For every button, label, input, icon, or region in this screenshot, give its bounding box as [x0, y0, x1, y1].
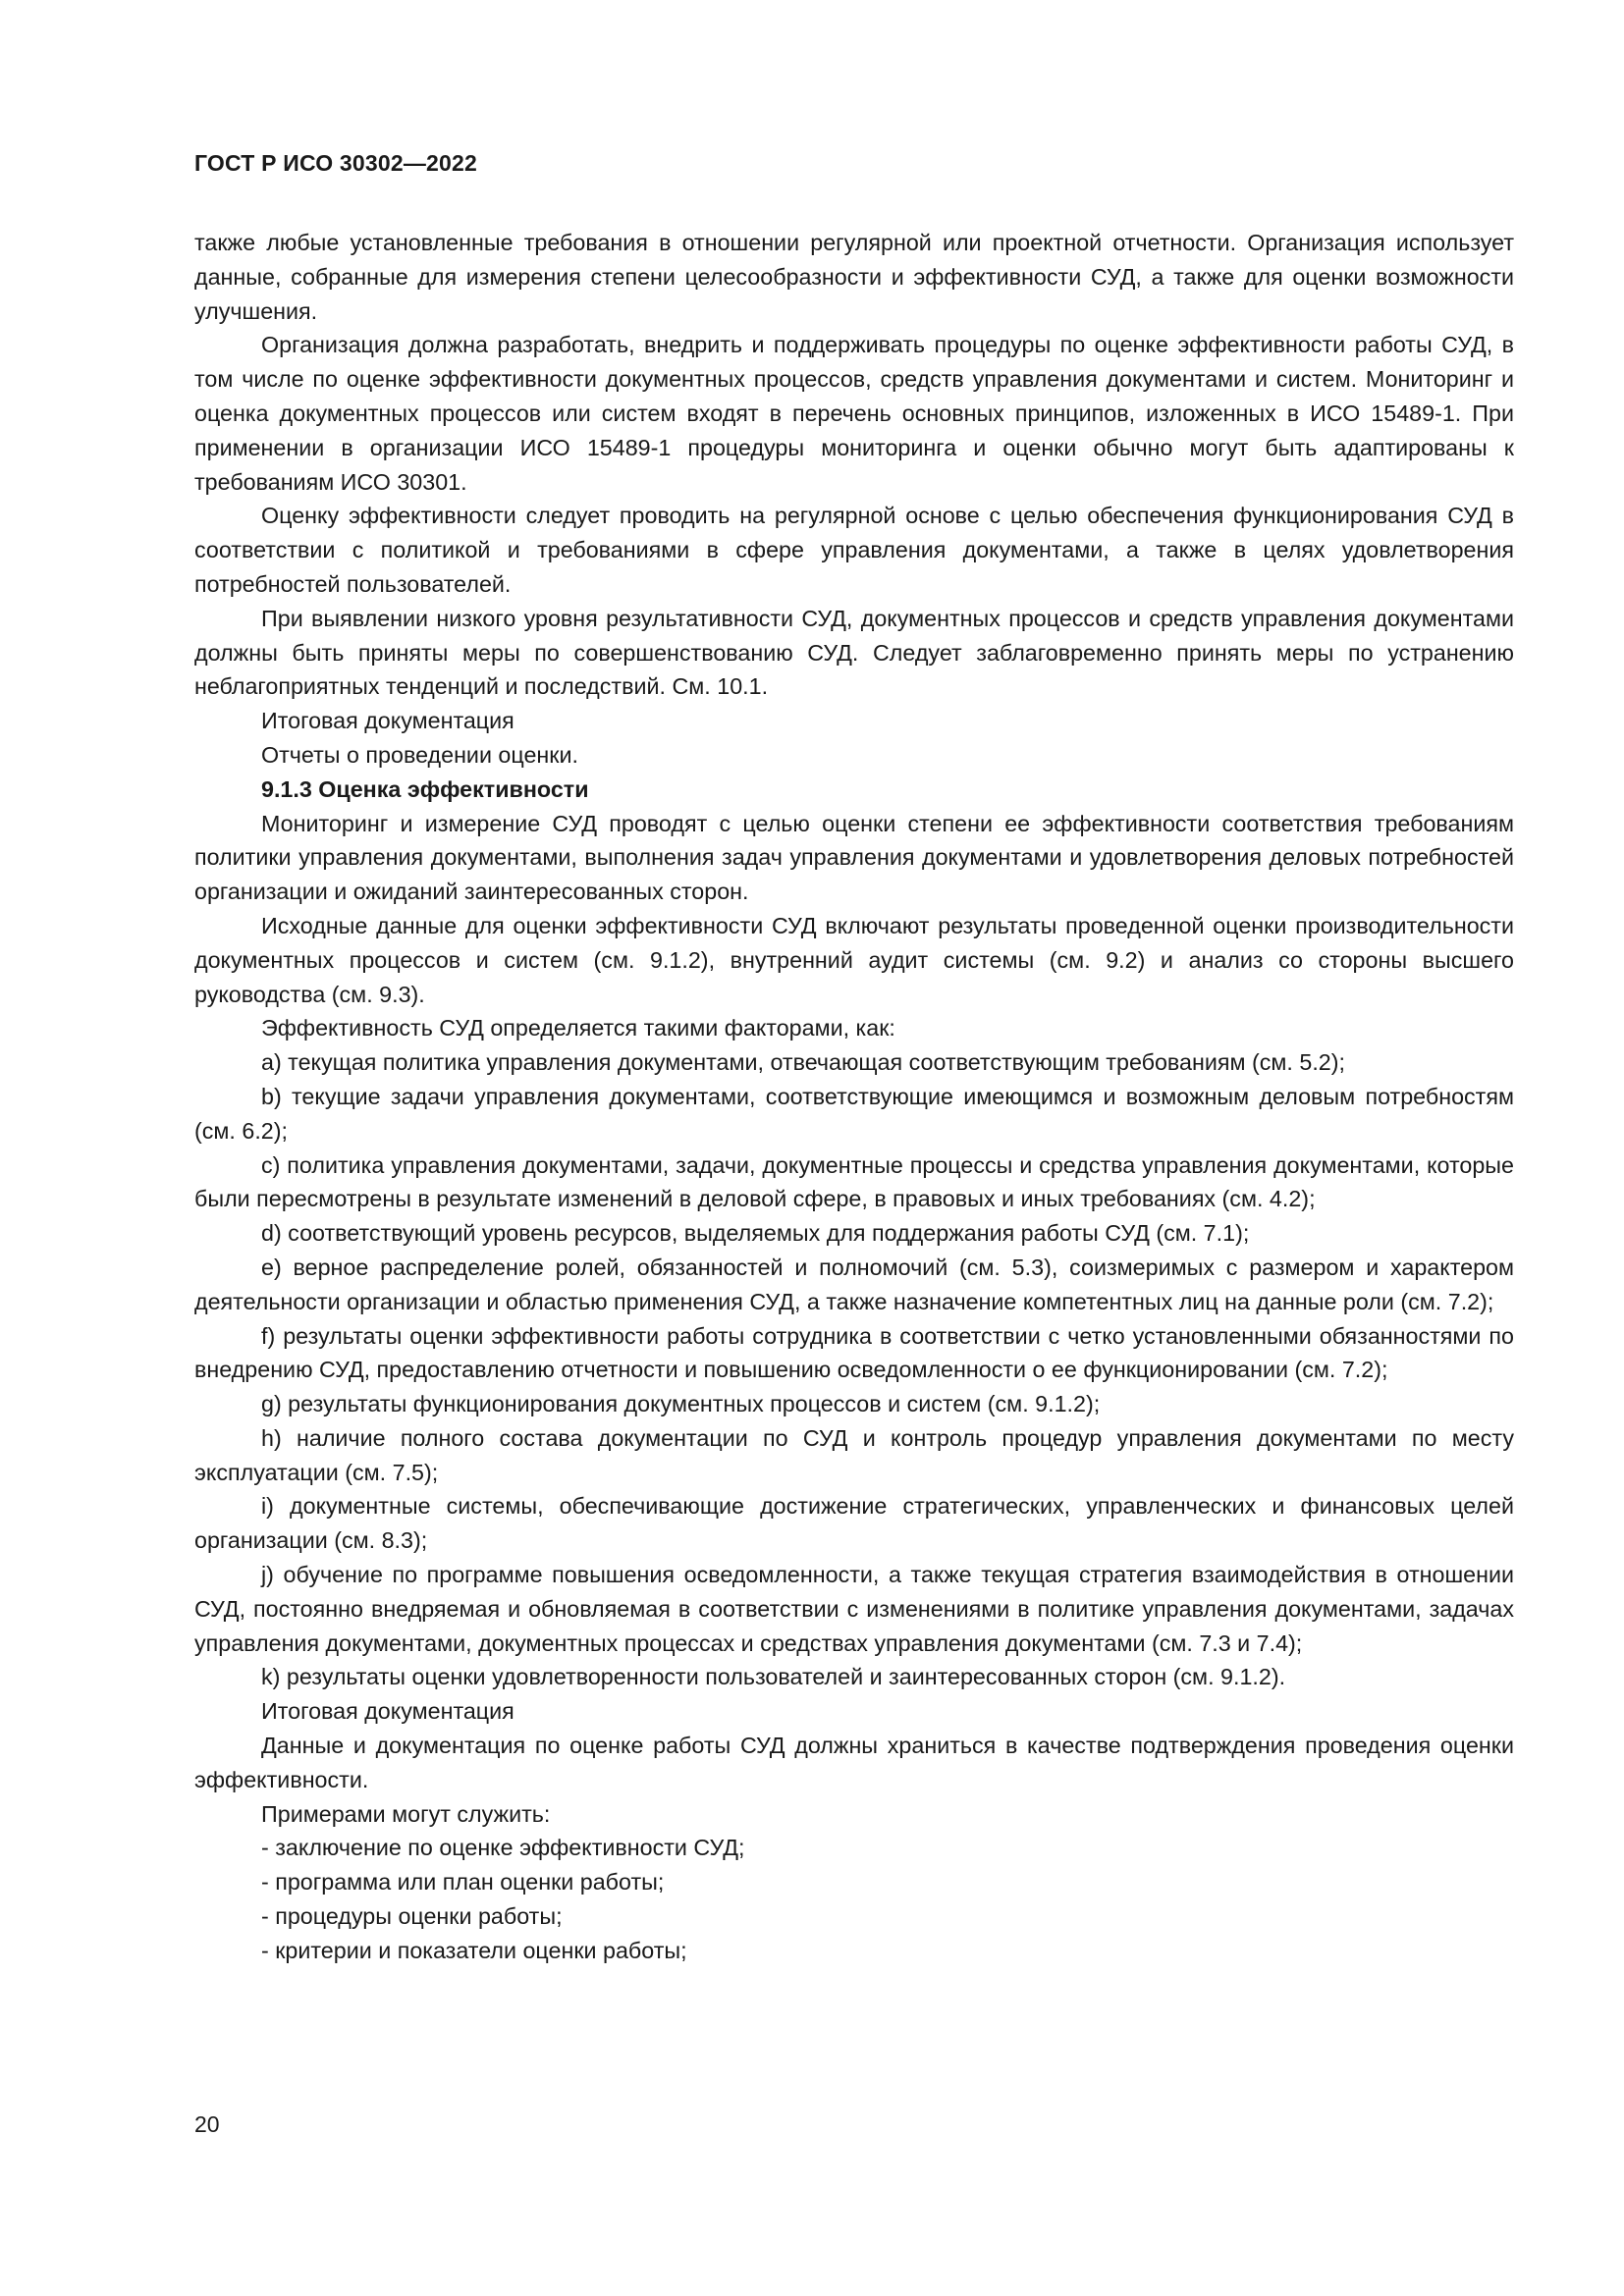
paragraph: Организация должна разработать, внедрить и поддерживать процедуры по оценке эффективности работы СУД, в том числе по оценке эффективности документных процессов, средств управления документами и систем. Мониторинг и оценка документных процессов или систем входят в перечень основных принципов, изложенных в ИСО 15489-1. При применении в организации ИСО 15489-1 процедуры мониторинга и оценки обычно могут быть адаптированы к требованиям ИСО 30301.	[194, 332, 1514, 495]
page-number: 20	[194, 2111, 220, 2137]
paragraph: Данные и документация по оценке работы СУД должны храниться в качестве подтверждения проведения оценки эффективности.	[194, 1733, 1514, 1792]
paragraph: Оценку эффективности следует проводить на регулярной основе с целью обеспечения функционирования СУД в соответствии с политикой и требованиями в сфере управления документами, а также в целях удовлетворения потребностей пользователей.	[194, 503, 1514, 597]
list-item: g) результаты функционирования документных процессов и систем (см. 9.1.2);	[261, 1391, 1101, 1417]
document-body	[194, 226, 1514, 1968]
paragraph: Мониторинг и измерение СУД проводят с целью оценки степени ее эффективности соответствия требованиям политики управления документами, выполнения задач управления документами и удовлетворения деловых потребностей организации и ожиданий заинтересованных сторон.	[194, 810, 1514, 905]
list-item: j) обучение по программе повышения осведомленности, а также текущая стратегия взаимодействия в отношении СУД, постоянно внедряемая и обновляемая в соответствии с изменениями в политике управления документами, задачах управления документами, документных процессах и средствах управления документами (см. 7.3 и 7.4);	[194, 1562, 1514, 1656]
document-header: ГОСТ Р ИСО 30302—2022	[194, 150, 478, 176]
list-item: d) соответствующий уровень ресурсов, выделяемых для поддержания работы СУД (см. 7.1);	[261, 1220, 1250, 1247]
dash-list-item: - программа или план оценки работы;	[261, 1869, 665, 1896]
list-item: c) политика управления документами, задачи, документные процессы и средства управления документами, которые были пересмотрены в результате изменений в деловой сфере, в правовых и иных требованиях (см. 4.2);	[194, 1151, 1514, 1212]
paragraph: также любые установленные требования в отношении регулярной или проектной отчетности. Организация использует данные, собранные для измерения степени целесообразности и эффективности СУД, а также для оценки возможности улучшения.	[194, 230, 1514, 324]
paragraph: Исходные данные для оценки эффективности СУД включают результаты проведенной оценки производительности документных процессов и систем (см. 9.1.2), внутренний аудит системы (см. 9.2) и анализ со стороны высшего руководства (см. 9.3).	[194, 912, 1514, 1007]
list-item: k) результаты оценки удовлетворенности пользователей и заинтересованных сторон (см. 9.1.2).	[261, 1664, 1286, 1690]
paragraph: Примерами могут служить:	[261, 1800, 551, 1827]
paragraph: Эффективность СУД определяется такими факторами, как:	[261, 1015, 895, 1041]
list-item: f) результаты оценки эффективности работы сотрудника в соответствии с четко установленными обязанностями по внедрению СУД, предоставлению отчетности и повышению осведомленности о ее функционировании (см. 7.2);	[194, 1322, 1514, 1383]
subheading: Итоговая документация	[261, 708, 514, 734]
paragraph: При выявлении низкого уровня результативности СУД, документных процессов и средств управления документами должны быть приняты меры по совершенствованию СУД. Следует заблаговременно принять меры по устранению неблагоприятных тенденций и последствий. См. 10.1.	[194, 605, 1514, 700]
list-item: i) документные системы, обеспечивающие достижение стратегических, управленческих и финансовых целей организации (см. 8.3);	[194, 1493, 1514, 1554]
paragraph: Отчеты о проведении оценки.	[261, 741, 578, 768]
dash-list-item: - процедуры оценки работы;	[261, 1903, 563, 1930]
section-heading: 9.1.3 Оценка эффективности	[261, 775, 589, 802]
list-item: e) верное распределение ролей, обязанностей и полномочий (см. 5.3), соизмеримых с размером и характером деятельности организации и областью применения СУД, а также назначение компетентных лиц на данные роли (см. 7.2);	[194, 1254, 1514, 1314]
list-item: b) текущие задачи управления документами, соответствующие имеющимся и возможным деловым потребностям (см. 6.2);	[194, 1083, 1514, 1144]
list-item: h) наличие полного состава документации по СУД и контроль процедур управления документами по месту эксплуатации (см. 7.5);	[194, 1424, 1514, 1485]
dash-list-item: - критерии и показатели оценки работы;	[261, 1937, 687, 1963]
list-item: a) текущая политика управления документами, отвечающая соответствующим требованиям (см. 5.2);	[261, 1049, 1345, 1076]
dash-list-item: - заключение по оценке эффективности СУД;	[261, 1835, 745, 1861]
subheading: Итоговая документация	[261, 1698, 514, 1725]
